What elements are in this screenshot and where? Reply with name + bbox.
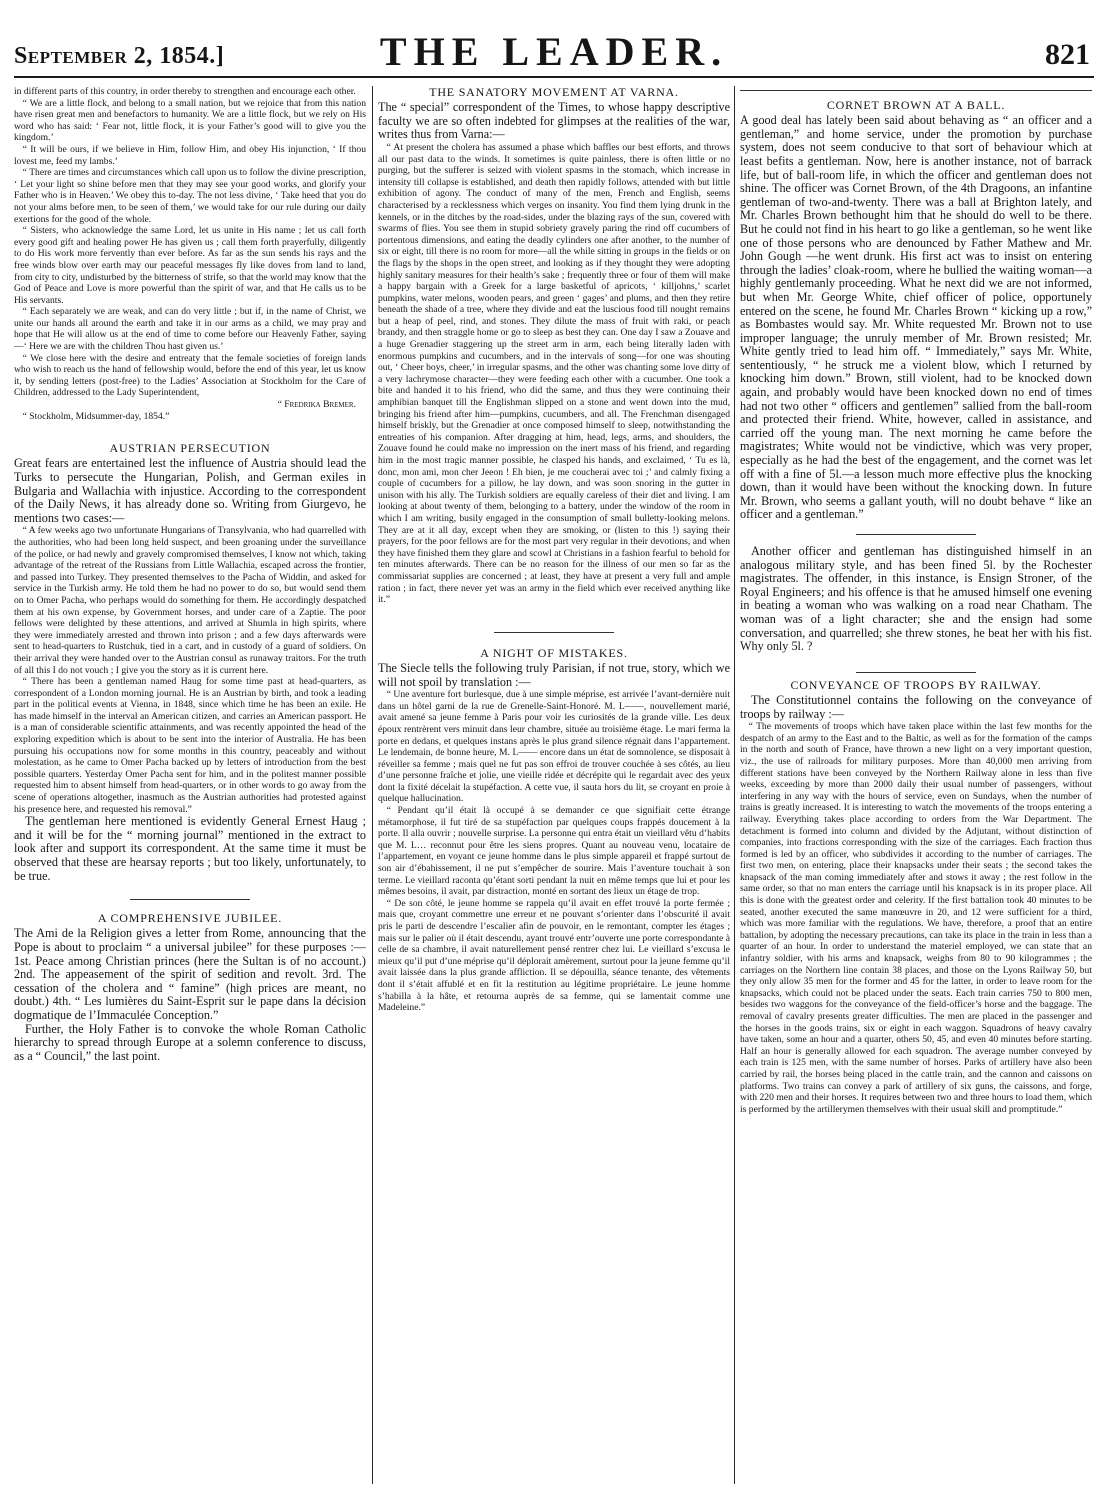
cornet-brown-article: [740, 99, 1092, 654]
article-quote: “ At present the cholera has assumed a phase which baffles our best efforts, and throws all our past data to the winds. It sometimes is quite painless, there is often little or no purging, but the sufferer is seized with violent spasms in the stomach, which increase in intensity till collapse is established, and death then rapidly follows, attended with but little exhibition of agony. The conduct of many of the men, French and English, seems characterised by a recklessness which verges on insanity. You find them lying drunk in the kennels, or in the ditches by the road-sides, under the blazing rays of the sun, covered with swarms of flies. You see them in stupid sobriety gravely paring the rind off cucumbers of portentous dimensions, and eating the deadly cylinders one after another, to the number of six or eight, till there is no room for more—all the while sitting in groups in the fields or on the flags by the shops in the open street, and looking as if they thought they were adopting highly sanitary measures for their health’s sake ; frequently three or four of them will make a happy bargain with a Greek for a large basketful of apricots, ‘ killjohns,’ scarlet pumpkins, water melons, wooden pears, and green ‘ gages’ and plums, and then they retire beneath the shade of a tree, where they divide and eat the luscious food till nought remains but a heap of peel, rind, and stones. They dilute the mass of fruit with raki, or peach brandy, and then straggle home or go to sleep as best they can. One day I saw a Zouave and a huge Grenadier staggering up the street arm in arm, each being literally laden with enormous pumpkins and cucumbers, and in the intervals of song—for one was shouting out, ‘ Cheer boys, cheer,’ in irregular spasms, and the other was chanting some love ditty of a very lachrymose character—they were feeding each other with a cucumber. One took a bite and handed it to his friend, who did the same, and thus they were continuing their amphibian banquet till the Englishman slipped on a stone and went down into the mud, bringing his friend after him—pumpkins, cucumbers, and all. The Frenchman disengaged himself briskly, but the Grenadier at once composed himself to sleep, notwithstanding the entreaties of his companion. After dragging at him, head, legs, arms, and shoulders, the Zouave found he could make no impression on the inert mass of his friend, and regarding him in the most tragic manner possible, he clasped his hands, and exclaimed, ‘ Tu es là, donc, mon ami, mon cher Jeeon ! Eh bien, je me coucherai avec toi ;’ and calmly fixing a couple of cucumbers for a pillow, he lay down, and was soon snoring in the gutter in unison with his ally. The Turkish soldiers are equally careless of their diet and living. I am looking at about twenty of them, belonging to a battery, under the window of the room in which I am writing, busily engaged in the consumption of small bulletty-looking melons. They are at it all day, except when they are smoking, or (listen to this !) saying their prayers, for the poor fellows are for the most part very regular in their devotions, and when they have finished them they glare and scowl at Christians in a fashion fearful to behold for ten minutes afterwards. There can be no reason for the illness of our men so far as the commissariat supplies are concerned ; at least, they have at present a very full and ample ration ; in fact, there never yet was an army in the field which ever received anything like it.”: [378, 141, 730, 606]
paragraph-separator: [856, 534, 976, 535]
letter-dateline: “ Stockholm, Midsummer-day, 1854.”: [22, 410, 170, 422]
masthead: [14, 28, 1094, 72]
letter-paragraph: “ It will be ours, if we believe in Him, follow Him, and obey His injunction, ‘ If thou lovest me, feed my lambs.’: [14, 143, 366, 167]
article-paragraph: The Ami de la Religion gives a letter from Rome, announcing that the Pope is about to proclaim “ a universal jubilee” for these purposes :—1st. Peace among Christian princes (here the Sultan is of no account.) 2nd. The appeasement of the spirit of sedition and revolt. 3rd. The cessation of the cholera and “ famine” (high prices are meant, no doubt.) 4th. “ Les lumières du Saint-Esprit sur le pape dans la décision dogmatique de l’Immaculée Conception.”: [14, 926, 366, 1022]
article-quote: “ Pendant qu’il était là occupé à se demander ce que signifiait cette étrange métamorphose, il fut tiré de sa stupéfaction par quelques coups frappés doucement à la porte. Il alla ouvrir ; nouvelle surprise. La personne qui entra était un vieillard vêtu d’habits que M. L… reconnut pour être les siens propres. Quant au nouveau venu, locataire de l’appartement, en voyant ce jeune homme dans le plus simple appareil et frappé surtout de son air d’ébahissement, il ne put s’empêcher de sourire. Mais l’aventure touchait à son terme. Le vieillard raconta qu’étant sorti pendant la nuit en même temps que lui et pour les mêmes besoins, il avait, par distraction, monté en sortant des lieux un étage de trop.: [378, 805, 730, 898]
letter-paragraph: “ We are a little flock, and belong to a small nation, but we rejoice that from this nation have risen great men and benefactors to humanity. We are a little flock, but we rely on His word who has said: ‘ Fear not, little flock, it is your Father’s good will to give you the kingdom.’: [14, 97, 366, 144]
column-3: [740, 86, 1092, 1491]
article-quote: “ A few weeks ago two unfortunate Hungarians of Transylvania, who had quarrelled with the authorities, who had been long held suspect, and been groaning under the surveillance of the police, or had newly and gravely compromised themselves, I know not which, taking advantage of the retreat of the Russians from Little Wallachia, escaped across the frontier, and passed into Turkey. They presented themselves to the Pacha of Widdin, and asked for service in the Turkish army. He told them he had no power to do so, but would send them on to Omer Pacha, who perhaps would do something for them. He accordingly despatched them at his own expense, by Government horses, and under care of a Zaptie. The poor fellows were delighted by these attentions, and arrived at Shumla in high spirits, where they were immediately arrested and thrown into prison ; and a few days afterwards were sent to head-quarters to Rustchuk, tied in a cart, and in custody of a guard of soldiers. On their arrival they were handed over to the Austrian consul as runaway traitors. For the truth of all this I do not vouch ; I give you the story as it is current here.: [14, 525, 366, 676]
night-of-mistakes-article: [378, 647, 730, 1014]
column-2: [378, 86, 730, 1491]
article-quote: “ The movements of troops which have taken place within the last few months for the despatch of an army to the East and to the Baltic, as well as for the formation of the camps in the north and south of France, have thrown a new light on a very important question, viz., the use of railroads for military purposes. More than 40,000 men arriving from different stations have been conveyed by the Northern Railway alone in less than five weeks, exceeding by more than 2000 daily their usual number of passengers, without interfering in any way with the hours of service, even on Sundays, when the number of trains is greatly increased. It is interesting to watch the movements of the troops entering a railway. Everything takes place according to orders from the War Department. The detachment is formed into column and divided by the Adjutant, without distinction of companies, into fractions corresponding with the size of the carriages. Each fraction thus formed is led by an officer, who subdivides it according to the number of carriages. The first two men, on entering, place their knapsacks under their seats ; the second takes the knapsack of the man coming immediately after and stows it away ; the rest follow in the same order, so that no man enters the carriage until his knapsack is in its proper place. All this is done with the greatest order and celerity. If the first battalion took 40 minutes to be seated, another executed the same manœuvre in 20, and 12 were sufficient for a third, which was more familiar with the regulations. We have, therefore, a proof that an entire battalion, by adopting the necessary precautions, can take its place in the train in less than a quarter of an hour. In order to understand the materiel employed, we can state that an infantry soldier, with his arms and knapsack, weighs from 80 to 90 kilogrammes ; the carriages on the Northern line contain 38 places, and those on the Lyons Railway 50, but they only allow 35 men for the former and 45 for the latter, in order to leave room for the knapsacks, which could not be placed under the seats. Each train carries 750 to 800 men, besides two waggons for the conveyance of the field-officer’s horse and the baggage. The removal of cavalry presents greater difficulties. The men are placed in the passenger and the horses in the goods trains, six or eight in each waggon. Squadrons of heavy cavalry have taken, some an hour and a quarter, others 50, 45, and even 40 minutes before starting. Half an hour is generally allowed for each squadron. The average number conveyed by each train is 125 men, with the same number of horses. Parks of artillery have also been carried by rail, the horses being placed in the cattle train, and the cannon and caissons on platforms. Two trains can convey a park of artillery of six guns, the caissons, and forge, with 220 men and their horses. It requires between two and three hours to load them, which is performed by the artillerymen themselves with their usual skill and promptitude.”: [740, 721, 1092, 1115]
article-intro: Great fears are entertained lest the influence of Austria should lead the Turks to persecute the Hungarian, Polish, and German exiles in Bulgaria and Wallachia with injustice. According to the correspondent of the Daily News, it has already done so. Writing from Giurgevo, he mentions two cases:—: [14, 456, 366, 525]
article-heading: A NIGHT OF MISTAKES.: [480, 645, 628, 660]
column-divider-left: [372, 86, 373, 1484]
jubilee-article: [14, 912, 366, 1063]
newspaper-title: THE LEADER.: [379, 29, 729, 74]
letter-paragraph: “ There are times and circumstances which call upon us to follow the divine prescription, ‘ Let your light so shine before men that they may see your good works, and glorify your Father who is in Heaven.’ We obey this to-day. The not less divine, ‘ Take heed that you do not your alms before men, to be seen of them,’ we would take for our rule during our daily exertions for the good of the whole.: [14, 167, 366, 225]
article-comment: The gentleman here mentioned is evidently General Ernest Haug ; and it will be for the “ morning journal” mentioned in the extract to look after and support its correspondent. At the same time it must be observed that these are hearsay reports ; but too likely, unfortunately, to be true.: [14, 814, 366, 883]
article-heading: CORNET BROWN AT A BALL.: [826, 98, 1006, 112]
troops-by-railway-article: [740, 679, 1092, 1116]
letter-paragraph: “ Each separately we are weak, and can do very little ; but if, in the name of Christ, we unite our hands all around the earth and take it in our arms as a child, we may pray and hope that He will allow us at the end of time to come before our Heavenly Father, saying—‘ Here we are with the children Thou hast given us.’: [14, 306, 366, 353]
article-intro: The Constitutionnel contains the following on the conveyance of troops by railway :—: [740, 692, 1092, 721]
article-paragraph: Another officer and gentleman has distinguished himself in an analogous military style, and has been fined 5l. by the Rochester magistrates. The offender, in this instance, is Ensign Stroner, of the Royal Engineers; and his offence is that he amused himself one evening in beating a woman who was walking on a road near Chatham. The woman was of a light character; she and the ensign had some conversation, and quarrelled; she threw stones, he beat her with his fist. Why only 5l. ?: [740, 544, 1092, 654]
austrian-persecution-article: [14, 442, 366, 883]
letter-signature: “ Fredrika Bremer.: [277, 399, 356, 411]
article-paragraph: Further, the Holy Father is to convoke the whole Roman Catholic hierarchy to spread through Europe at a solemn conference to discuss, as a “ Council,” the last point.: [14, 1021, 366, 1063]
article-intro: The “ special” correspondent of the Times, to whose happy descriptive faculty we are so often indebted for glimpses at the realities of the war, writes thus from Varna:—: [378, 100, 730, 142]
letter-paragraph: in different parts of this country, in order thereby to strengthen and encourage each other.: [14, 86, 356, 97]
section-separator: [130, 899, 250, 900]
article-intro: The Siecle tells the following truly Parisian, if not true, story, which we will not spoil by translation :—: [378, 660, 730, 689]
sanatory-movement-article: [378, 86, 730, 606]
article-quote: “ There has been a gentleman named Haug for some time past at head-quarters, as correspondent of a London morning journal. He is an Austrian by birth, and took a leading part in the political events at Vienna, in 1848, since which time he has been an exile. He has made himself in the interval an American citizen, and carries an American passport. He is a man of considerable scientific attainments, and was recently appointed the head of the exploring expedition which is about to be sent into the interior of Australia. He has been pursuing his occupations now for some months in this country, peaceably and without molestation, as he came to Omer Pacha backed up by letters of introduction from the best possible quarters. Yesterday Omer Pacha sent for him, and in the politest manner possible requested him to absent himself from head-quarters, or in other words to go away from the scene of operations altogether, inasmuch as the Austrian authorities had protested against his presence here, and requested his removal.”: [14, 676, 366, 815]
letter-paragraph: “ Sisters, who acknowledge the same Lord, let us unite in His name ; let us call forth every good gift and healing power He has given us ; call them forth prayerfully, diligently to do His work more fervently than ever before. As far as the sun sends his rays and the free winds blow over earth may our peaceful messages fly like doves from land to land, from city to city, undisturbed by the bitterness of strife, so that the world may know that the God of Peace and Love is more powerful than the spirit of war, and that He calls us to be His servants.: [14, 225, 366, 306]
section-separator: [494, 632, 614, 633]
section-separator: [740, 90, 1092, 91]
page-number: 821: [1045, 38, 1090, 71]
section-separator: [856, 672, 976, 673]
column-1: [14, 86, 366, 1491]
letter-paragraph: “ We close here with the desire and entreaty that the female societies of foreign lands who wish to reach us the hand of fellowship would, before the end of this year, let us know it, by sending letters (post-free) to the Ladies’ Association at Stockholm for the Care of Children, addressed to the Lady Superintendent,: [14, 352, 366, 399]
article-quote: “ Une aventure fort burlesque, due à une simple méprise, est arrivée l’avant-dernière nuit dans un hôtel garni de la rue de Grenelle-Saint-Honoré. M. L——, nouvellement marié, avait amené sa jeune femme à Paris pour voir les curiosités de la grande ville. Les deux époux rentrèrent vers minuit dans leur chambre, située au troisième étage. Le mari ferma la porte en dedans, et quelques instans après le plus grand silence régnait dans l’appartement. Le lendemain, de bonne heure, M. L—— encore dans un état de somnolence, se disposait à réveiller sa femme ; mais quel ne fut pas son effroi de trouver couchée à ses côtés, au lieu d’une personne fraîche et jolie, une vieille ridée et décrépite qui le regardait avec des yeux dont la fixité décelait la stupéfaction. A cette vue, il sauta hors du lit, se croyant en proie à quelque hallucination.: [378, 689, 730, 805]
issue-date: September 2, 1854.]: [14, 43, 225, 69]
article-quote: “ De son côté, le jeune homme se rappela qu’il avait en effet trouvé la porte fermée ; mais que, croyant commettre une erreur et ne pouvant s’orienter dans l’obscurité il avait pris le parti de descendre l’escalier afin de pouvoir, en le remontant, compter les étages ; mais sur le palier où il était descendu, ayant trouvé entr’ouverte une porte correspondante à celle de sa chambre, il avait naturellement pensé rentrer chez lui. Le vieillard s’excusa le mieux qu’il put d’une méprise qu’il déplorait amèrement, surtout pour la jeune femme qu’il avait laissée dans la plus grande affliction. Il se dépouilla, séance tenante, des vêtements dont il s’était affublé et en fit la restitution au légitime propriétaire. Le jeune homme s’habilla à la hâte, et retourna auprès de sa femme, qui se lamentait comme une Madeleine.”: [378, 897, 730, 1014]
bremer-letter: [14, 86, 366, 422]
column-divider-right: [734, 86, 735, 1484]
masthead-rule: [14, 76, 1094, 78]
article-heading: THE SANATORY MOVEMENT AT VARNA.: [429, 86, 679, 99]
article-paragraph: A good deal has lately been said about behaving as “ an officer and a gentleman,” and home service, under the promotion by purchase system, does not seem conducive to that sort of behaviour which at least befits a gentleman. Now, here is another instance, not of barrack life, but of ball-room life, in which the officer and gentleman does not shine. The officer was Cornet Brown, of the 4th Dragoons, an infantine gentleman of two-and-twenty. There was a ball at Brighton lately, and Mr. Charles Brown bethought him that he should do well to be there. But he could not find in his heart to go like a gentleman, so he went like one of those persons who are denounced by Father Mathew and Mr. John Gough —he went drunk. His first act was to insist on entering through the ladies’ cloak-room, where he bullied the waiting woman—a highly gentlemanly proceeding. What he next did we are not informed, but when Mr. George White, chief officer of police, opportunely entered on the scene, he found Mr. Charles Brown “ kicking up a row,” as Bombastes would say. Mr. White requested Mr. Brown not to use improper language; the unruly member of Mr. Brown resisted; Mr. White gently tried to lead him off. “ Immediately,” says Mr. White, sententiously, “ he struck me a violent blow, which I returned by knocking him down.” Brown, still violent, had to be knocked down again, and probably would have been knocked down no end of times had not two other “ officers and gentlemen” sallied from the ball-room and protected their friend. White, however, called in assistance, and carried off the young man. The next morning he came before the magistrates; White would not be vindictive, which was very proper, especially as he had the best of the engagement, and the cornet was let off with a fine of 5l.—a lesson much more effective plus the knocking down, than it would have been without the knocking down. In future Mr. Brown, who seems a gallant youth, will no doubt behave “ like an officer and a gentleman.”: [740, 113, 1092, 522]
article-heading: CONVEYANCE OF TROOPS BY RAILWAY.: [790, 677, 1042, 692]
article-heading: A COMPREHENSIVE JUBILEE.: [97, 911, 283, 926]
article-heading: AUSTRIAN PERSECUTION: [109, 441, 271, 456]
